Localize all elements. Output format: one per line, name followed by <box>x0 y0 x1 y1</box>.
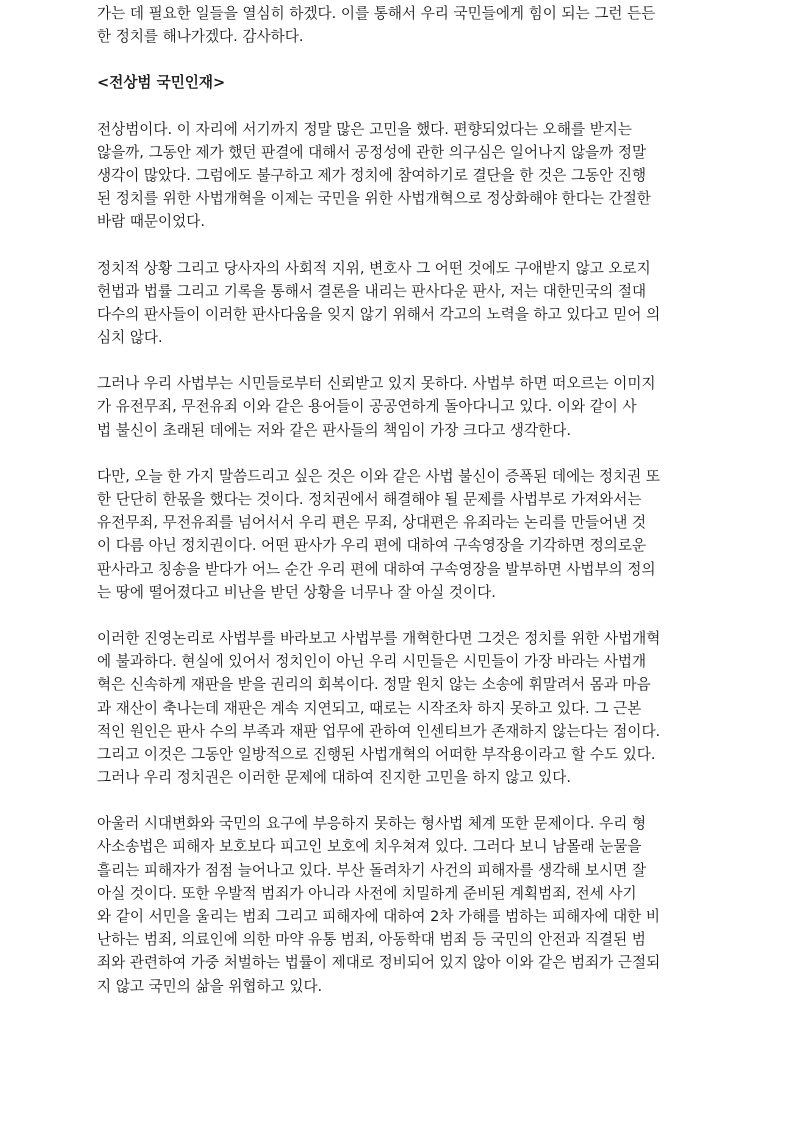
text-line: 법 불신이 초래된 데에는 저와 같은 판사들의 책임이 가장 크다고 생각한다. <box>97 421 571 439</box>
text-line: 않을까, 그동안 제가 했던 판결에 대해서 공정성에 관한 의구심은 일어나지 않을까 정말 <box>97 143 647 161</box>
text-line: 아울러 시대변화와 국민의 요구에 부응하지 못하는 형사법 체계 또한 문제이다. 우리 형 <box>97 815 647 833</box>
text-line: 혁은 신속하게 재판을 받을 권리의 회복이다. 정말 원치 않는 소송에 휘말려서 몸과 마음 <box>97 676 651 694</box>
text-line: 에 불과하다. 현실에 있어서 정치인이 아닌 우리 시민들은 시민들이 가장 바라는 사법개 <box>97 653 647 671</box>
paragraph-1 <box>97 118 701 234</box>
text-line: 정치적 상황 그리고 당사자의 사회적 지위, 변호사 그 어떤 것에도 구애받지 않고 오로지 <box>97 259 651 277</box>
text-line: 는 땅에 떨어졌다고 비난을 받던 상황을 너무나 잘 아실 것이다. <box>97 583 496 601</box>
intro-paragraph <box>97 2 701 48</box>
text-line: 한 단단히 한몫을 했다는 것이다. 정치권에서 해결해야 될 문제를 사법부로 가져와서는 <box>97 491 642 509</box>
text-line: 죄와 관련하여 가중 처벌하는 법률이 제대로 정비되어 있지 않아 이와 같은 범죄가 근절되 <box>97 954 661 972</box>
text-line: 한 정치를 해나가겠다. 감사하다. <box>97 28 304 46</box>
paragraph-6 <box>97 812 701 998</box>
text-line: 유전무죄, 무전유죄를 넘어서서 우리 편은 무죄, 상대편은 유죄라는 논리를 만들어낸 것 <box>97 514 647 532</box>
document-body <box>97 0 701 1021</box>
text-line: 가는 데 필요한 일들을 열심히 하겠다. 이를 통해서 우리 국민들에게 힘이 되는 그런 든든 <box>97 5 656 22</box>
text-line: 바람 때문이었다. <box>97 213 205 231</box>
text-line: 생각이 많았다. 그럼에도 불구하고 제가 정치에 참여하기로 결단을 한 것은 그동안 진행 <box>97 166 647 184</box>
text-line: 이 다름 아닌 정치권이다. 어떤 판사가 우리 편에 대하여 구속영장을 기각하면 정의로운 <box>97 537 647 555</box>
text-line: 흘리는 피해자가 점점 늘어나고 있다. 부산 돌려차기 사건의 피해자를 생각해 보시면 잘 <box>97 861 647 879</box>
text-line: 과 재산이 축나는데 재판은 계속 지연되고, 때로는 시작조차 하지 못하고 있다. 그 근본 <box>97 699 642 717</box>
text-line: 다수의 판사들이 이러한 판사다움을 잊지 않기 위해서 각고의 노력을 하고 있다고 믿어 의 <box>97 305 661 323</box>
text-line: 판사라고 칭송을 받다가 어느 순간 우리 편에 대하여 구속영장을 발부하면 사법부의 정의 <box>97 560 656 578</box>
text-line: 그러나 우리 사법부는 시민들로부터 신뢰받고 있지 못하다. 사법부 하면 떠오르는 이미지 <box>97 375 656 393</box>
text-line: 그러나 우리 정치권은 이러한 문제에 대하여 진지한 고민을 하지 않고 있다. <box>97 769 571 787</box>
paragraph-5 <box>97 627 701 789</box>
text-line: 난하는 범죄, 의료인에 의한 마약 유통 범죄, 아동학대 범죄 등 국민의 안전과 직결된 범 <box>97 931 646 949</box>
section-heading: <전상범 국민인재> <box>97 74 226 92</box>
text-line: 다만, 오늘 한 가지 말씀드리고 싶은 것은 이와 같은 사법 불신이 증폭된 데에는 정치권 또 <box>97 467 661 485</box>
text-line: 그리고 이것은 그동안 일방적으로 진행된 사법개혁의 어떠한 부작용이라고 할 수도 있다. <box>97 745 656 763</box>
paragraph-2 <box>97 257 701 350</box>
paragraph-4 <box>97 465 701 604</box>
text-line: 적인 원인은 판사 수의 부족과 재판 업무에 관하여 인센티브가 존재하지 않는다는 점이다. <box>97 722 661 740</box>
text-line: 가 유전무죄, 무전유죄 이와 같은 용어들이 공공연하게 돌아다니고 있다. 이와 같이 사 <box>97 398 637 416</box>
text-line: 이러한 진영논리로 사법부를 바라보고 사법부를 개혁한다면 그것은 정치를 위한 사법개혁 <box>97 629 661 647</box>
text-line: 와 같이 서민을 울리는 범죄 그리고 피해자에 대하여 2차 가해를 범하는 피해자에 대한 비 <box>97 908 661 926</box>
text-line: 된 정치를 위한 사법개혁을 이제는 국민을 위한 사법개혁으로 정상화해야 한다는 간절한 <box>97 190 651 208</box>
text-line: 전상범이다. 이 자리에 서기까지 정말 많은 고민을 했다. 편향되었다는 오해를 받지는 <box>97 120 632 138</box>
paragraph-3 <box>97 372 701 442</box>
text-line: 헌법과 법률 그리고 기록을 통해서 결론을 내리는 판사다운 판사, 저는 대한민국의 절대 <box>97 282 647 300</box>
text-line: 지 않고 국민의 삶을 위협하고 있다. <box>97 977 323 995</box>
text-line: 사소송법은 피해자 보호보다 피고인 보호에 치우쳐져 있다. 그러다 보니 남몰래 눈물을 <box>97 838 642 856</box>
text-line: 심치 않다. <box>97 329 163 347</box>
text-line: 아실 것이다. 또한 우발적 범죄가 아니라 사전에 치밀하게 준비된 계획범죄, 전세 사기 <box>97 884 637 902</box>
